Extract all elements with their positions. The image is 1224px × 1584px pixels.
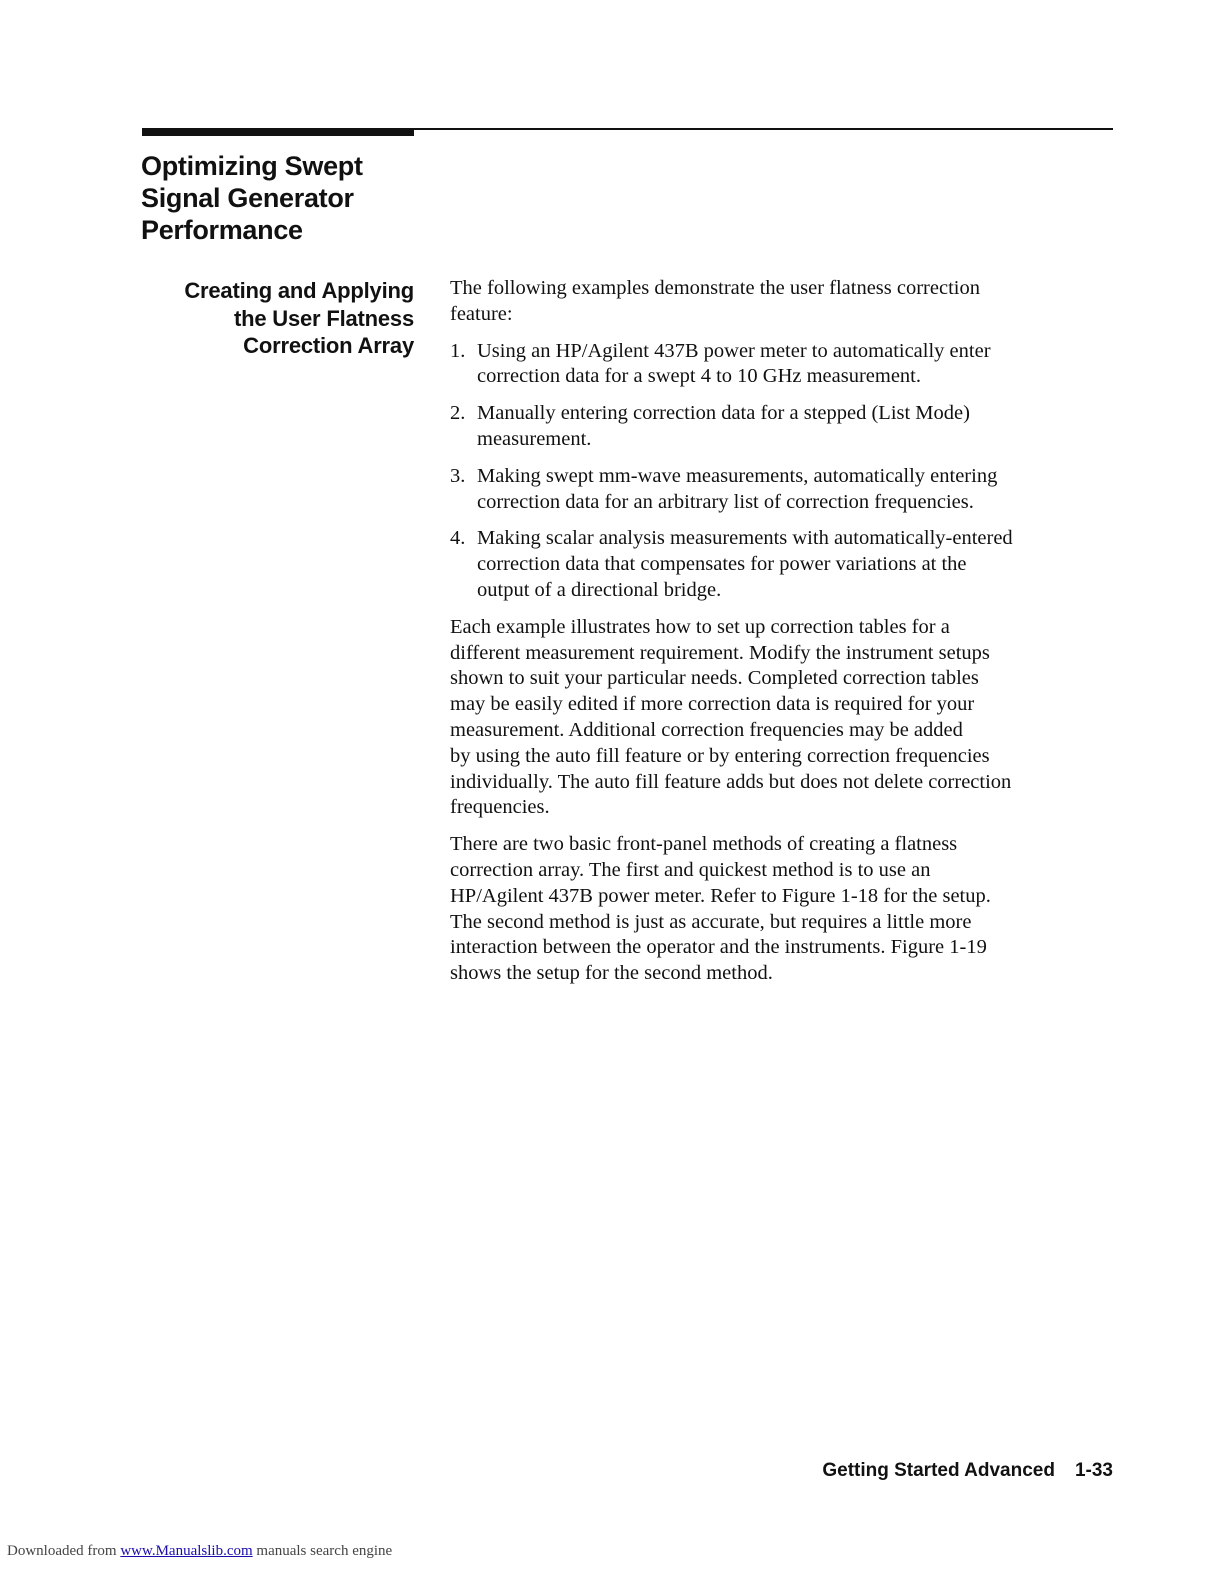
text-line: Manually entering correction data for a stepped (List Mode) [477, 402, 970, 425]
section-heading-line: Creating and Applying [184, 278, 414, 303]
text-line: correction data for a swept 4 to 10 GHz measurement. [477, 365, 922, 388]
section-heading [130, 277, 414, 360]
examples-paragraph [450, 615, 1115, 821]
examples-list [450, 339, 1115, 604]
header-rule-thick [142, 128, 414, 136]
body-text [450, 276, 1115, 998]
chapter-title-line: Optimizing Swept [141, 151, 363, 181]
text-line: may be easily edited if more correction data is required for your [450, 693, 975, 716]
list-item-number: 2. [450, 402, 466, 425]
text-line: Making scalar analysis measurements with automatically-entered [477, 527, 1013, 550]
footer-section-title: Getting Started Advanced [822, 1460, 1055, 1481]
chapter-title-line: Signal Generator [141, 183, 354, 213]
section-heading-line: the User Flatness [233, 305, 414, 331]
text-line: There are two basic front-panel methods of creating a flatness [450, 833, 958, 856]
text-line: individually. The auto fill feature adds but does not delete correction [450, 770, 1012, 793]
download-note-prefix: Downloaded from [7, 1543, 117, 1559]
text-line: frequencies. [450, 796, 550, 819]
text-line: correction array. The first and quickest method is to use an [450, 858, 931, 881]
manualslib-link[interactable]: www.Manualslib.com [120, 1543, 253, 1559]
download-note-suffix: manuals search engine [256, 1543, 393, 1559]
list-item [450, 401, 1115, 453]
list-item [450, 339, 1115, 391]
text-line: measurement. Additional correction frequencies may be added [450, 718, 963, 741]
section-heading-line: Correction Array [243, 333, 414, 358]
text-line: HP/Agilent 437B power meter. Refer to Figure 1-18 for the setup. [450, 884, 991, 907]
text-line: The second method is just as accurate, but requires a little more [450, 910, 972, 933]
text-line: by using the auto fill feature or by entering correction frequencies [450, 744, 990, 767]
list-item [450, 526, 1115, 603]
intro-paragraph [450, 276, 1115, 328]
text-line: Each example illustrates how to set up correction tables for a [450, 615, 950, 638]
list-item [450, 464, 1115, 516]
download-note [7, 1541, 392, 1561]
methods-paragraph [450, 832, 1115, 987]
list-item-number: 3. [450, 464, 466, 487]
page-number: 1-33 [1074, 1460, 1113, 1481]
text-line: correction data that compensates for power variations at the [477, 553, 967, 576]
page-footer [822, 1459, 1113, 1483]
text-line: output of a directional bridge. [477, 578, 722, 601]
text-line: different measurement requirement. Modify the instrument setups [450, 641, 990, 664]
text-line: interaction between the operator and the instruments. Figure 1-19 [450, 936, 987, 959]
text-line: feature: [450, 302, 513, 325]
list-item-number: 4. [450, 527, 466, 550]
text-line: Using an HP/Agilent 437B power meter to automatically enter [477, 339, 991, 362]
text-line: The following examples demonstrate the user flatness correction [450, 277, 980, 299]
list-item-number: 1. [450, 339, 466, 362]
text-line: correction data for an arbitrary list of correction frequencies. [477, 490, 974, 513]
text-line: shown to suit your particular needs. Completed correction tables [450, 667, 979, 690]
chapter-title [141, 150, 441, 246]
text-line: measurement. [477, 427, 592, 450]
text-line: Making swept mm-wave measurements, automatically entering [477, 464, 998, 487]
chapter-title-line: Performance [141, 215, 303, 245]
text-line: shows the setup for the second method. [450, 962, 773, 985]
